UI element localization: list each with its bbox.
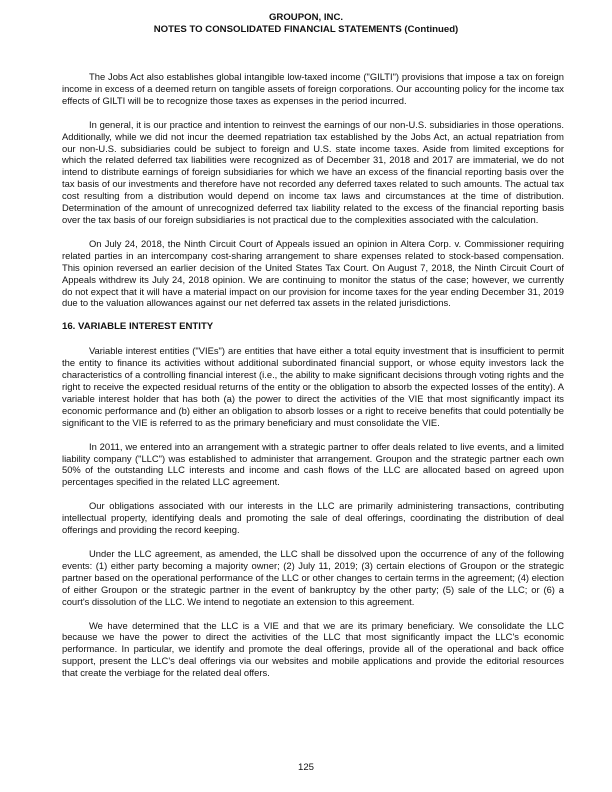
paragraph-llc-arrangement: In 2011, we entered into an arrangement with a strategic partner to offer deals related to live events, and a limited liability company ("LLC") was established to administer that arrangement. Groupon and the strategic partner each own 50% of the outstanding LLC interests and income and cash flows of the LLC are allocated based on agreed upon percentages specified in the related LLC agreement. [62, 440, 564, 488]
paragraph-obligations: Our obligations associated with our interests in the LLC are primarily administering transactions, contributing intellectual property, identifying deals and promoting the sale of deal offerings, coordinating the distribution of deal offerings and providing the record keeping. [62, 500, 564, 536]
paragraph-gilti: The Jobs Act also establishes global intangible low-taxed income ("GILTI") provisions that impose a tax on foreign income in excess of a deemed return on tangible assets of foreign corporations. Our accounting policy for the income tax effects of GILTI will be to recognize those taxes as expenses in the period incurred. [62, 71, 564, 106]
paragraph-primary-beneficiary: We have determined that the LLC is a VIE and that we are its primary beneficiary. We consolidate the LLC because we have the power to direct the activities of the LLC that most significantly impact the LLC's economic performance. In particular, we identify and promote the deal offerings, provide all of the operational and back office support, present the LLC's deal offerings via our websites and mobile applications and provide the editorial resources that create the verbiage for the related deal offers. [62, 619, 564, 679]
paragraph-altera: On July 24, 2018, the Ninth Circuit Court of Appeals issued an opinion in Altera Corp. v. Commissioner requiring related parties in an intercompany cost-sharing arrangement to share expenses related to stock-based compensation. This opinion reversed an earlier decision of the United States Tax Court. On August 7, 2018, the Ninth Circuit Court of Appeals withdrew its July 24, 2018 opinion. We are continuing to monitor the status of the case; however, we currently do not expect that it will have a material impact on our provision for income taxes for the year ending December 31, 2019 due to the valuation allowances against our net deferred tax assets in the related jurisdictions. [62, 237, 564, 309]
paragraph-dissolution: Under the LLC agreement, as amended, the LLC shall be dissolved upon the occurrence of any of the following events: (1) either party becoming a majority owner; (2) July 11, 2019; (3) certain elections of Groupon or the strategic partner based on the operational performance of the LLC or other changes to certain terms in the agreement; (4) election of either Groupon or the strategic partner in the event of bankruptcy by the other party; (5) sale of the LLC; or (6) a court's dissolution of the LLC. We intend to negotiate an extension to this agreement. [62, 548, 564, 607]
document-body [62, 71, 564, 691]
paragraph-vie-definition: Variable interest entities ("VIEs") are entities that have either a total equity investment that is insufficient to permit the entity to finance its activities without additional subordinated financial support, or whose equity investors lack the characteristics of a controlling financial interest (i.e., the ability to make significant decisions through voting rights and the right to receive the expected residual returns of the entity or the obligation to absorb the expected losses of the entity). A variable interest holder that has both (a) the power to direct the activities of the VIE that most significantly impact its economic performance and (b) either an obligation to absorb losses or a right to receive benefits that could potentially be significant to the VIE is referred to as the primary beneficiary and must consolidate the VIE. [62, 345, 564, 428]
paragraph-reinvestment: In general, it is our practice and intention to reinvest the earnings of our non-U.S. subsidiaries in those operations. Additionally, while we did not incur the deemed repatriation tax established by the Jobs Act, an actual repatriation from our non-U.S. subsidiaries could be subject to foreign and U.S. state income taxes. Aside from limited exceptions for which the related deferred tax liabilities were recognized as of December 31, 2018 and 2017 are immaterial, we do not intend to distribute earnings of foreign subsidiaries for which we have an excess of the financial reporting basis over the tax basis of our investments and therefore have not recorded any deferred taxes related to such amounts. The actual tax cost resulting from a distribution would depend on income tax laws and circumstances at the time of distribution. Determination of the amount of unrecognized deferred tax liability related to the excess of the financial reporting basis over the tax basis of our foreign subsidiaries is not practical due to the complexities associated with the calculation. [62, 118, 564, 225]
company-header: GROUPON, INC. [268, 12, 344, 23]
section-heading: 16. VARIABLE INTEREST ENTITY [62, 321, 214, 333]
page-number: 125 [297, 762, 314, 773]
section-header: NOTES TO CONSOLIDATED FINANCIAL STATEMENTS (Continued) [153, 24, 459, 35]
